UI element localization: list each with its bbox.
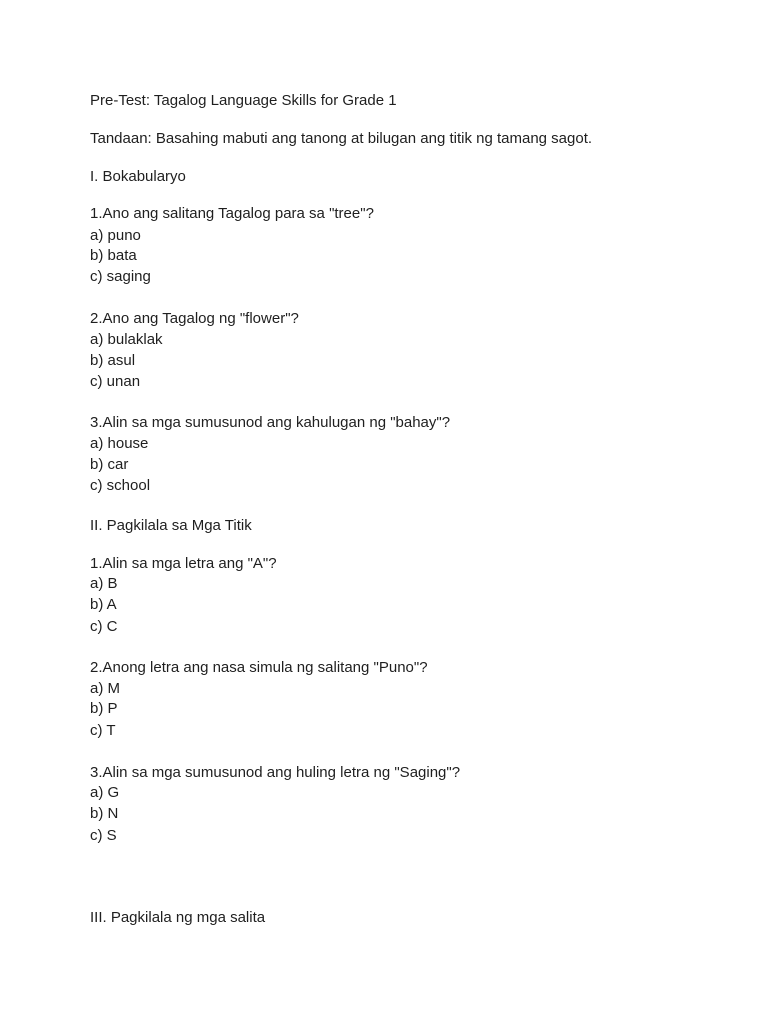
answer-option: b) P	[90, 700, 118, 717]
answer-option: b) asul	[90, 352, 136, 369]
answer-option: c) S	[90, 827, 117, 844]
question-text: 1.Alin sa mga letra ang "A"?	[90, 555, 277, 572]
answer-option: c) T	[90, 722, 116, 739]
answer-option: c) unan	[90, 373, 141, 390]
answer-option: b) N	[90, 805, 119, 822]
instructions-text: Tandaan: Basahing mabuti ang tanong at bilugan ang titik ng tamang sagot.	[90, 130, 593, 147]
answer-option: c) saging	[90, 268, 151, 285]
document-title: Pre-Test: Tagalog Language Skills for Grade 1	[90, 92, 397, 109]
answer-option: c) C	[90, 618, 118, 635]
answer-option: b) bata	[90, 247, 137, 264]
answer-option: a) house	[90, 435, 149, 452]
question-text: 2.Ano ang Tagalog ng "flower"?	[90, 310, 299, 327]
answer-option: b) A	[90, 596, 117, 613]
answer-option: a) M	[90, 680, 120, 697]
answer-option: b) car	[90, 456, 129, 473]
answer-option: c) school	[90, 477, 151, 494]
section-heading-vocabulary: I. Bokabularyo	[90, 168, 186, 185]
answer-option: a) bulaklak	[90, 331, 163, 348]
question-text: 3.Alin sa mga sumusunod ang huling letra ng "Saging"?	[90, 764, 461, 781]
answer-option: a) B	[90, 575, 118, 592]
question-text: 3.Alin sa mga sumusunod ang kahulugan ng "bahay"?	[90, 414, 451, 431]
section-heading-letters: II. Pagkilala sa Mga Titik	[90, 517, 252, 534]
section-heading-words: III. Pagkilala ng mga salita	[90, 909, 266, 926]
answer-option: a) puno	[90, 227, 141, 244]
question-text: 2.Anong letra ang nasa simula ng salitang "Puno"?	[90, 659, 428, 676]
answer-option: a) G	[90, 784, 120, 801]
question-text: 1.Ano ang salitang Tagalog para sa "tree"?	[90, 205, 374, 222]
